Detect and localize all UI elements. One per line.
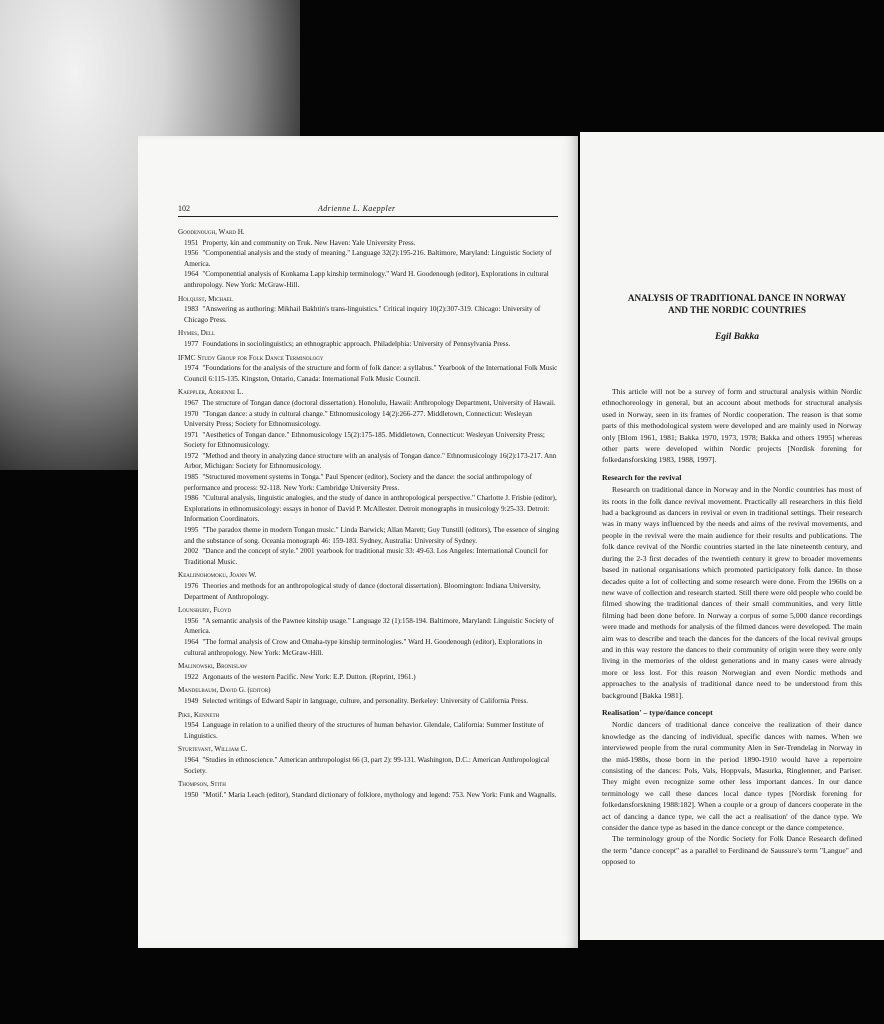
reference-year: 1985 [184,473,199,482]
intro-paragraph: This article will not be a survey of form and structural analysis within Nordic ethnochoreology in general, but an account about methods for structural analysis used in Norway, seen in its frames of Nordic cooperation. The reason is that some parts of this methodological system were developed and are mainly used in Norway only [Blom 1961, 1981; Bakka 1970, 1973, 1978; Bakka and others 1995] whereas other parts were developed within Nordic projects [Nordisk forening for folkedansforsking 1983, 1988, 1997]. [602,387,862,465]
running-header [178,200,558,217]
reference-entry [178,472,560,493]
reference-entry [178,696,560,707]
reference-text: Selected writings of Edward Sapir in language, culture, and personality. Berkeley: University of California Press. [202,696,529,705]
reference-text: "Method and theory in analyzing dance structure with an analysis of Tongan dance." Ethnomusicology 16(2):173-217. Ann Arbor, Michigan: Society for Ethnomusicology. [184,451,557,471]
reference-entry [178,790,560,801]
reference-year: 1951 [184,238,199,247]
reference-year: 1977 [184,339,199,348]
left-page [138,136,578,948]
reference-author: Thompson, Stith [178,780,226,789]
section-realisation-paragraph-2: The terminology group of the Nordic Society for Folk Dance Research defined the term "dance concept" as a parallel to Ferdinand de Saussure's term "Langue" and opposed to [602,834,862,867]
reference-author: Sturtevant, William C. [178,745,248,754]
reference-text: The structure of Tongan dance (doctoral dissertation). Honolulu, Hawaii: Anthropology Department, University of Hawaii. [202,398,556,407]
article-body [602,386,862,868]
reference-year: 1971 [184,430,199,439]
running-head-title: Adrienne L. Kaeppler [318,204,396,213]
reference-year: 2002 [184,547,199,556]
reference-author: Hymes, Dell [178,329,216,338]
reference-author: Pike, Kenneth [178,710,220,719]
reference-year: 1967 [184,398,199,407]
reference-year: 1972 [184,451,199,460]
reference-entry [178,363,560,384]
reference-author: Goodenough, Ward H. [178,228,245,236]
reference-text: Argonauts of the western Pacific. New York: E.P. Dutton. (Reprint, 1961.) [202,672,416,681]
reference-year: 1976 [184,582,199,590]
reference-year: 1956 [184,249,199,258]
reference-entry [178,525,560,546]
article-author: Egil Bakka [714,332,760,342]
reference-entry [178,720,560,741]
reference-text: "Componential analysis and the study of meaning." Language 32(2):195-216. Baltimore, Maryland: Linguistic Society of America. [184,249,552,268]
reference-text: "Studies in ethnoscience." American anthropologist 66 (3, part 2): 99-131. Washington, D.C.: American Anthropological Society. [184,755,550,775]
reference-text: Foundations in sociolinguistics; an ethnographic approach. Philadelphia: University of Pennsylvania Press. [202,339,511,348]
reference-year: 1983 [184,305,199,314]
reference-text: "Tongan dance: a study in cultural change." Ethnomusicology 14(2):266-277. Middletown, Connecticut: Wesleyan University Press; Society for Ethnomusicology. [184,409,532,429]
section-heading-revival: Research for the revival [602,472,682,482]
reference-text: "Componential analysis of Konkama Lapp kinship terminology." Ward H. Goodenough (editor), Explorations in cultural anthropology. New York: McGraw-Hill. [184,270,549,289]
reference-entry [178,304,560,325]
reference-entry [178,616,560,637]
reference-text: "Dance and the concept of style." 2001 yearbook for traditional music 33: 49-63. Los Angeles: International Council for Traditional Music. [184,547,548,566]
reference-year: 1974 [184,364,199,373]
reference-entry [178,493,560,525]
section-realisation-paragraph: Nordic dancers of traditional dance conceive the realization of their dance knowledge as the dancing of individual, specific dances with names. When we interviewed people from the rural community Alen in Sør-Trøndelag in Norway in the mid-1980s, those born in the period 1890-1910 would have a repertoire consisting of the dances: Pols, Vals, Hoppvals, Masurka, Ringlenner, and Pariser. They might even recognize some other less important dances. In our dance terminology we call these dances local dance types [Nordisk forening for folkedansforskning 1988:182]. When a couple or a group of dancers cooperate in the act of dancing a dance type, we call the act a realisation' of the dance type. We consider the dance type as based in the dance concept or the dance competence. [602,720,862,833]
reference-entry [178,398,560,409]
reference-year: 1954 [184,721,199,730]
reference-author: IFMC Study Group for Folk Dance Terminology [178,353,324,362]
reference-text: "A semantic analysis of the Pawnee kinship usage." Language 32 (1):158-194. Baltimore, Maryland: Linguistic Society of America. [184,616,554,636]
section-revival-paragraph: Research on traditional dance in Norway and in the Nordic countries has most of its roots in the folk dance revival movement. Practically all researchers in this field had a background as dancers in revival or even in traditional settings. Their research was in many ways influenced by the needs and aims of the revival movements, and people in the revival were the main audience for their results and publications. The folk dance revival of the Nordic countries started in the late nineteenth century, and during the 2-3 first decades of the twentieth century it grew to broader movements based in national organisations which promoted participatory folk dance. In those decades quite a lot of collecting and some research were done. From the 1960s on a new wave of collection and research started. Still there were old people who could be filmed showing the traditional dances of their small communities, and very little filming had been done before. In Norway a corpus of some 5,000 dance recordings were made and methods for analysis of the filmed dances were developed. The main aim was to describe and teach the dances for the dancers of the local revival groups and in this way restore the dances to their community of origin were they were only living in the memories of the oldest generations and in many cases were already more or less lost. For this reason Norwegian and even Nordic methods and approaches to the analysis of traditional dance need to be understood from this background [Bakka 1981]. [602,485,862,700]
reference-entry [178,269,560,290]
reference-entry [178,248,560,269]
reference-author: Mandelbaum, David G. (editor) [178,686,271,695]
reference-author: Malinowski, Bronislaw [178,662,248,671]
reference-author: Kaeppler, Adrienne L. [178,388,244,397]
reference-text: "Aesthetics of Tongan dance." Ethnomusicology 15(2):175-185. Middletown, Connecticut: Wesleyan University Press; Society for Ethnomusicology. [184,430,545,450]
title-line-1: ANALYSIS OF TRADITIONAL DANCE IN NORWAY [627,293,847,303]
reference-list [178,224,560,800]
page-number: 102 [178,204,190,213]
section-heading-realisation: Realisation' – type/dance concept [602,707,713,717]
reference-text: "Cultural analysis, linguistic analogies, and the study of dance in anthropological perspective." Charlotte J. Frisbie (editor), Explorations in ethnomusicology: essays in honor of David P. McAllester. Detroit monographs in musicology 9:25-33. Detroit: Information Coordinators. [184,494,557,524]
right-page [580,132,884,940]
reference-text: "The paradox theme in modern Tongan music." Linda Barwick; Allan Marett; Guy Tunstill (editors), The essence of singing and the substance of song. Oceania monograph 46: 159-183. Sydney, Australia: University of Sydney. [184,526,559,545]
reference-year: 1995 [184,526,199,535]
reference-year: 1964 [184,755,199,764]
reference-text: "The formal analysis of Crow and Omaha-type kinship terminologies." Ward H. Goodenough (editor), Explorations in cultural anthropology. New York: McGraw-Hill. [184,637,543,657]
reference-entry [178,339,560,350]
reference-year: 1986 [184,494,199,503]
reference-year: 1949 [184,696,199,705]
reference-year: 1922 [184,672,199,681]
reference-year: 1950 [184,790,199,799]
reference-text: "Foundations for the analysis of the structure and form of folk dance: a syllabus." Yearbook of the International Folk Music Council 6:115-135. Kingston, Ontario, Canada: International Folk Music Council. [184,364,558,383]
reference-text: "Answering as authoring: Mikhail Bakhtin's trans-linguistics." Critical inquiry 10(2):307-319. Chicago: University of Chicago Press. [184,305,541,324]
reference-text: Language in relation to a unified theory of the structures of human behavior. Glendale, California: Summer Institute of Linguistics. [184,721,544,740]
reference-year: 1970 [184,409,199,418]
reference-entry [178,672,560,683]
reference-text: "Structured movement systems in Tonga." Paul Spencer (editor), Society and the dance: the social anthropology of performance and process: 92-118. New York: Cambridge University Press. [184,473,532,492]
reference-year: 1964 [184,270,199,279]
reference-entry [178,755,560,776]
title-line-2: AND THE NORDIC COUNTRIES [668,305,806,315]
article-title [610,292,864,316]
reference-text: "Motif." Maria Leach (editor), Standard dictionary of folklore, mythology and legend: 753. New York: Funk and Wagnalls. [202,790,557,799]
reference-entry [178,238,560,249]
reference-entry [178,546,560,567]
reference-entry [178,409,560,430]
reference-entry [178,430,560,451]
reference-author: Lounsbury, Floyd [178,606,232,615]
reference-author: Holquist, Michael [178,294,233,303]
reference-entry [178,451,560,472]
reference-entry [178,637,560,658]
reference-author: Kealiinohomoku, Joann W. [178,571,257,580]
reference-year: 1956 [184,616,199,625]
reference-text: Theories and methods for an anthropological study of dance (doctoral dissertation). Bloomington: Indiana University, Department of Anthropology. [184,582,541,601]
book-spread [128,126,862,952]
reference-text: Property, kin and community on Truk. New Haven: Yale University Press. [202,238,416,247]
reference-entry [178,581,560,602]
reference-year: 1964 [184,637,199,646]
